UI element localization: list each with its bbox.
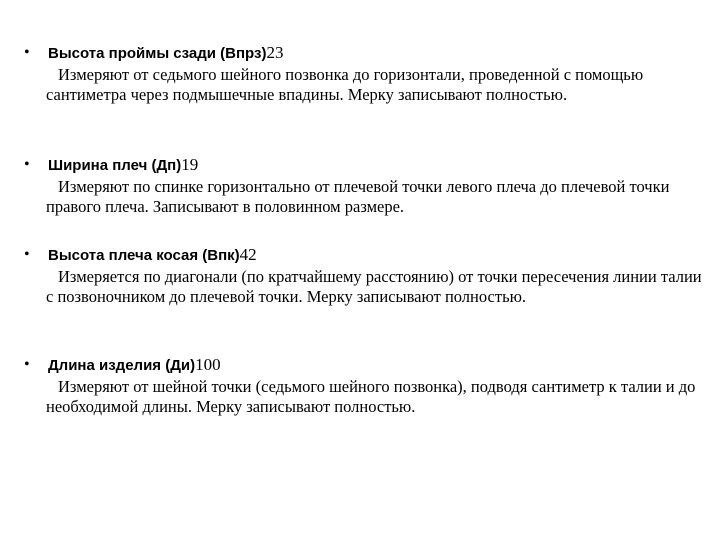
measurement-heading	[48, 245, 257, 266]
measurement-description: Измеряется по диагонали (по кратчайшему расстоянию) от точки пересечения линии талии с позвоночником до плечевой точки. Мерку записывают полностью.	[46, 267, 702, 306]
measurement-label: Высота проймы сзади (Впрз)	[48, 45, 267, 62]
measurement-value: 19	[181, 155, 199, 174]
measurement-value: 42	[239, 245, 257, 264]
measurement-heading	[48, 155, 198, 176]
measurement-heading	[48, 355, 221, 376]
measurement-description: Измеряют от седьмого шейного позвонка до горизонтали, проведенной с помощью сантиметра через подмышечные впадины. Мерку записывают полностью.	[46, 65, 644, 104]
measurement-description: Измеряют по спинке горизонтально от плечевой точки левого плеча до плечевой точки правого плеча. Записывают в половинном размере.	[46, 177, 670, 216]
bullet-marker: •	[24, 44, 30, 61]
measurement-heading	[48, 43, 283, 64]
measurement-value: 23	[266, 43, 284, 62]
bullet-marker: •	[24, 246, 30, 263]
measurement-label: Высота плеча косая (Впк)	[48, 247, 240, 264]
measurement-label: Длина изделия (Ди)	[48, 357, 196, 374]
measurement-label: Ширина плеч (Дп)	[48, 157, 182, 174]
measurement-description: Измеряют от шейной точки (седьмого шейного позвонка), подводя сантиметр к талии и до необходимой длины. Мерку записывают полностью.	[46, 377, 696, 416]
bullet-marker: •	[24, 156, 30, 173]
bullet-marker: •	[24, 356, 30, 373]
measurement-value: 100	[195, 355, 221, 374]
